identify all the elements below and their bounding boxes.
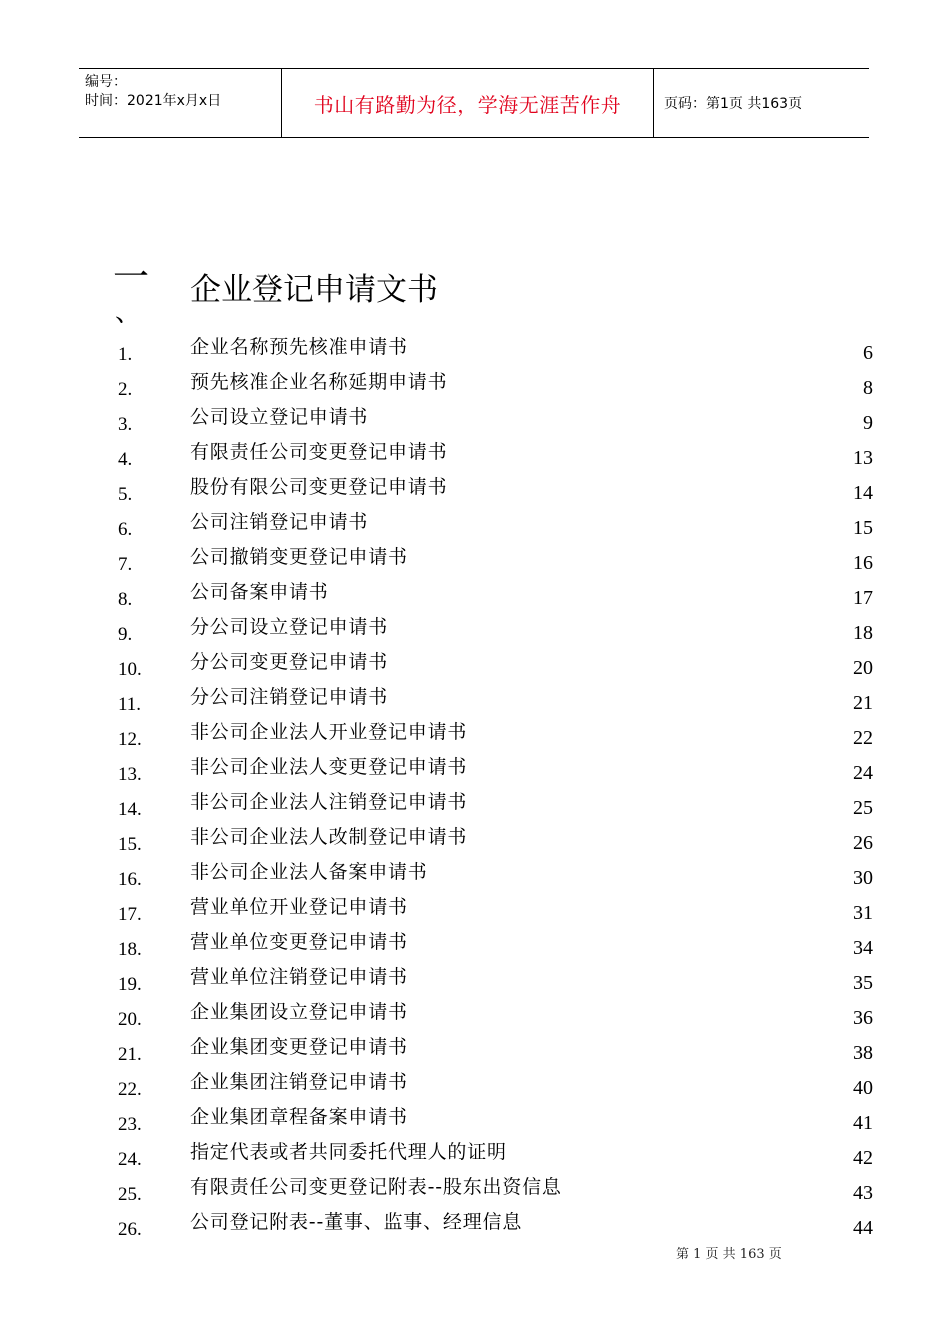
toc-entry-page: 41: [853, 1112, 873, 1134]
toc-entry-title: 非公司企业法人改制登记申请书: [190, 826, 468, 848]
toc-entry[interactable]: [0, 998, 950, 1033]
toc-entry-page: 16: [853, 552, 873, 574]
toc-entry-page: 35: [853, 972, 873, 994]
toc-entry-title: 企业集团设立登记申请书: [190, 1001, 408, 1023]
toc-entry[interactable]: [0, 788, 950, 823]
toc-entry[interactable]: [0, 543, 950, 578]
toc-entry-number: 23.: [118, 1114, 142, 1135]
toc-entry-title: 营业单位注销登记申请书: [190, 966, 408, 988]
toc-entry[interactable]: [0, 963, 950, 998]
toc-entry-title: 企业名称预先核准申请书: [190, 336, 408, 358]
toc-entry-title: 公司注销登记申请书: [190, 511, 369, 533]
toc-entry-number: 13.: [118, 764, 142, 785]
toc-entry-number: 25.: [118, 1184, 142, 1205]
toc-entry-page: 17: [853, 587, 873, 609]
toc-entry-number: 9.: [118, 624, 133, 645]
toc-entry-number: 8.: [118, 589, 133, 610]
toc-entry-page: 8: [863, 377, 873, 399]
toc-entry-page: 44: [853, 1217, 873, 1239]
time-line: 时间：2021年x月x日: [85, 93, 222, 109]
toc-entry-title: 有限责任公司变更登记申请书: [190, 441, 448, 463]
toc-entry[interactable]: [0, 1138, 950, 1173]
toc-entry-number: 21.: [118, 1044, 142, 1065]
toc-entry-page: 22: [853, 727, 873, 749]
toc-entry[interactable]: [0, 1068, 950, 1103]
toc-entry[interactable]: [0, 1103, 950, 1138]
toc-entry-title: 公司设立登记申请书: [190, 406, 369, 428]
number-label: 编号：: [85, 74, 127, 90]
toc-entry[interactable]: [0, 893, 950, 928]
table-of-contents: [0, 333, 950, 1243]
toc-entry-title: 分公司变更登记申请书: [190, 651, 389, 673]
toc-entry[interactable]: [0, 648, 950, 683]
toc-entry[interactable]: [0, 403, 950, 438]
toc-entry[interactable]: [0, 333, 950, 368]
toc-entry-title: 企业集团变更登记申请书: [190, 1036, 408, 1058]
toc-entry-page: 21: [853, 692, 873, 714]
section-title: 企业登记申请文书: [190, 272, 438, 308]
toc-entry-number: 11.: [118, 694, 142, 715]
toc-entry-number: 20.: [118, 1009, 142, 1030]
toc-entry-page: 9: [863, 412, 873, 434]
toc-entry[interactable]: [0, 438, 950, 473]
toc-entry-number: 3.: [118, 414, 133, 435]
header-motto: 书山有路勤为径，学海无涯苦作舟: [281, 69, 654, 137]
toc-entry-number: 18.: [118, 939, 142, 960]
footer-page-number: 第 1 页 共 163 页: [676, 1247, 782, 1262]
page-header: [79, 68, 869, 138]
toc-entry-number: 10.: [118, 659, 142, 680]
toc-entry-page: 26: [853, 832, 873, 854]
toc-entry-page: 31: [853, 902, 873, 924]
toc-entry-page: 42: [853, 1147, 873, 1169]
toc-entry-title: 非公司企业法人备案申请书: [190, 861, 428, 883]
toc-entry-title: 营业单位开业登记申请书: [190, 896, 408, 918]
toc-entry-number: 7.: [118, 554, 133, 575]
toc-entry-title: 公司登记附表--董事、监事、经理信息: [190, 1211, 523, 1233]
toc-entry-title: 预先核准企业名称延期申请书: [190, 371, 448, 393]
toc-entry-page: 43: [853, 1182, 873, 1204]
toc-entry[interactable]: [0, 823, 950, 858]
toc-entry-page: 38: [853, 1042, 873, 1064]
toc-entry[interactable]: [0, 473, 950, 508]
toc-entry-number: 15.: [118, 834, 142, 855]
toc-entry-title: 非公司企业法人注销登记申请书: [190, 791, 468, 813]
toc-entry[interactable]: [0, 683, 950, 718]
toc-entry[interactable]: [0, 718, 950, 753]
toc-entry-number: 17.: [118, 904, 142, 925]
toc-entry-page: 24: [853, 762, 873, 784]
toc-entry-number: 26.: [118, 1219, 142, 1240]
header-meta: [79, 69, 281, 137]
toc-entry-page: 36: [853, 1007, 873, 1029]
toc-entry-title: 有限责任公司变更登记附表--股东出资信息: [190, 1176, 562, 1198]
section-number: 一: [113, 257, 150, 298]
toc-entry-title: 公司撤销变更登记申请书: [190, 546, 408, 568]
toc-entry-number: 6.: [118, 519, 133, 540]
toc-entry[interactable]: [0, 613, 950, 648]
toc-entry-page: 14: [853, 482, 873, 504]
toc-entry-page: 30: [853, 867, 873, 889]
toc-entry-number: 1.: [118, 344, 133, 365]
toc-entry-title: 营业单位变更登记申请书: [190, 931, 408, 953]
toc-entry-number: 16.: [118, 869, 142, 890]
toc-entry-title: 公司备案申请书: [190, 581, 329, 603]
toc-entry-number: 22.: [118, 1079, 142, 1100]
toc-entry-title: 指定代表或者共同委托代理人的证明: [190, 1141, 507, 1163]
toc-entry-number: 5.: [118, 484, 133, 505]
toc-entry-title: 分公司设立登记申请书: [190, 616, 389, 638]
toc-entry[interactable]: [0, 858, 950, 893]
toc-entry-title: 分公司注销登记申请书: [190, 686, 389, 708]
section-separator: 、: [115, 298, 142, 328]
toc-entry[interactable]: [0, 928, 950, 963]
toc-entry-page: 13: [853, 447, 873, 469]
header-page-info: 页码：第1页 共163页: [664, 96, 803, 112]
toc-entry-page: 34: [853, 937, 873, 959]
toc-entry-page: 40: [853, 1077, 873, 1099]
toc-entry[interactable]: [0, 1208, 950, 1243]
toc-entry-page: 6: [863, 342, 873, 364]
toc-entry-page: 18: [853, 622, 873, 644]
toc-entry-title: 非公司企业法人开业登记申请书: [190, 721, 468, 743]
toc-entry-number: 2.: [118, 379, 133, 400]
toc-entry[interactable]: [0, 753, 950, 788]
toc-entry-number: 12.: [118, 729, 142, 750]
toc-entry[interactable]: [0, 1173, 950, 1208]
toc-entry-title: 企业集团章程备案申请书: [190, 1106, 408, 1128]
toc-entry-title: 非公司企业法人变更登记申请书: [190, 756, 468, 778]
toc-entry-number: 4.: [118, 449, 133, 470]
toc-entry[interactable]: [0, 508, 950, 543]
toc-entry[interactable]: [0, 1033, 950, 1068]
toc-entry-title: 企业集团注销登记申请书: [190, 1071, 408, 1093]
toc-entry-number: 24.: [118, 1149, 142, 1170]
toc-entry-number: 14.: [118, 799, 142, 820]
toc-entry-page: 20: [853, 657, 873, 679]
toc-entry-number: 19.: [118, 974, 142, 995]
toc-entry[interactable]: [0, 368, 950, 403]
toc-entry[interactable]: [0, 578, 950, 613]
toc-entry-page: 25: [853, 797, 873, 819]
toc-entry-page: 15: [853, 517, 873, 539]
toc-entry-title: 股份有限公司变更登记申请书: [190, 476, 448, 498]
